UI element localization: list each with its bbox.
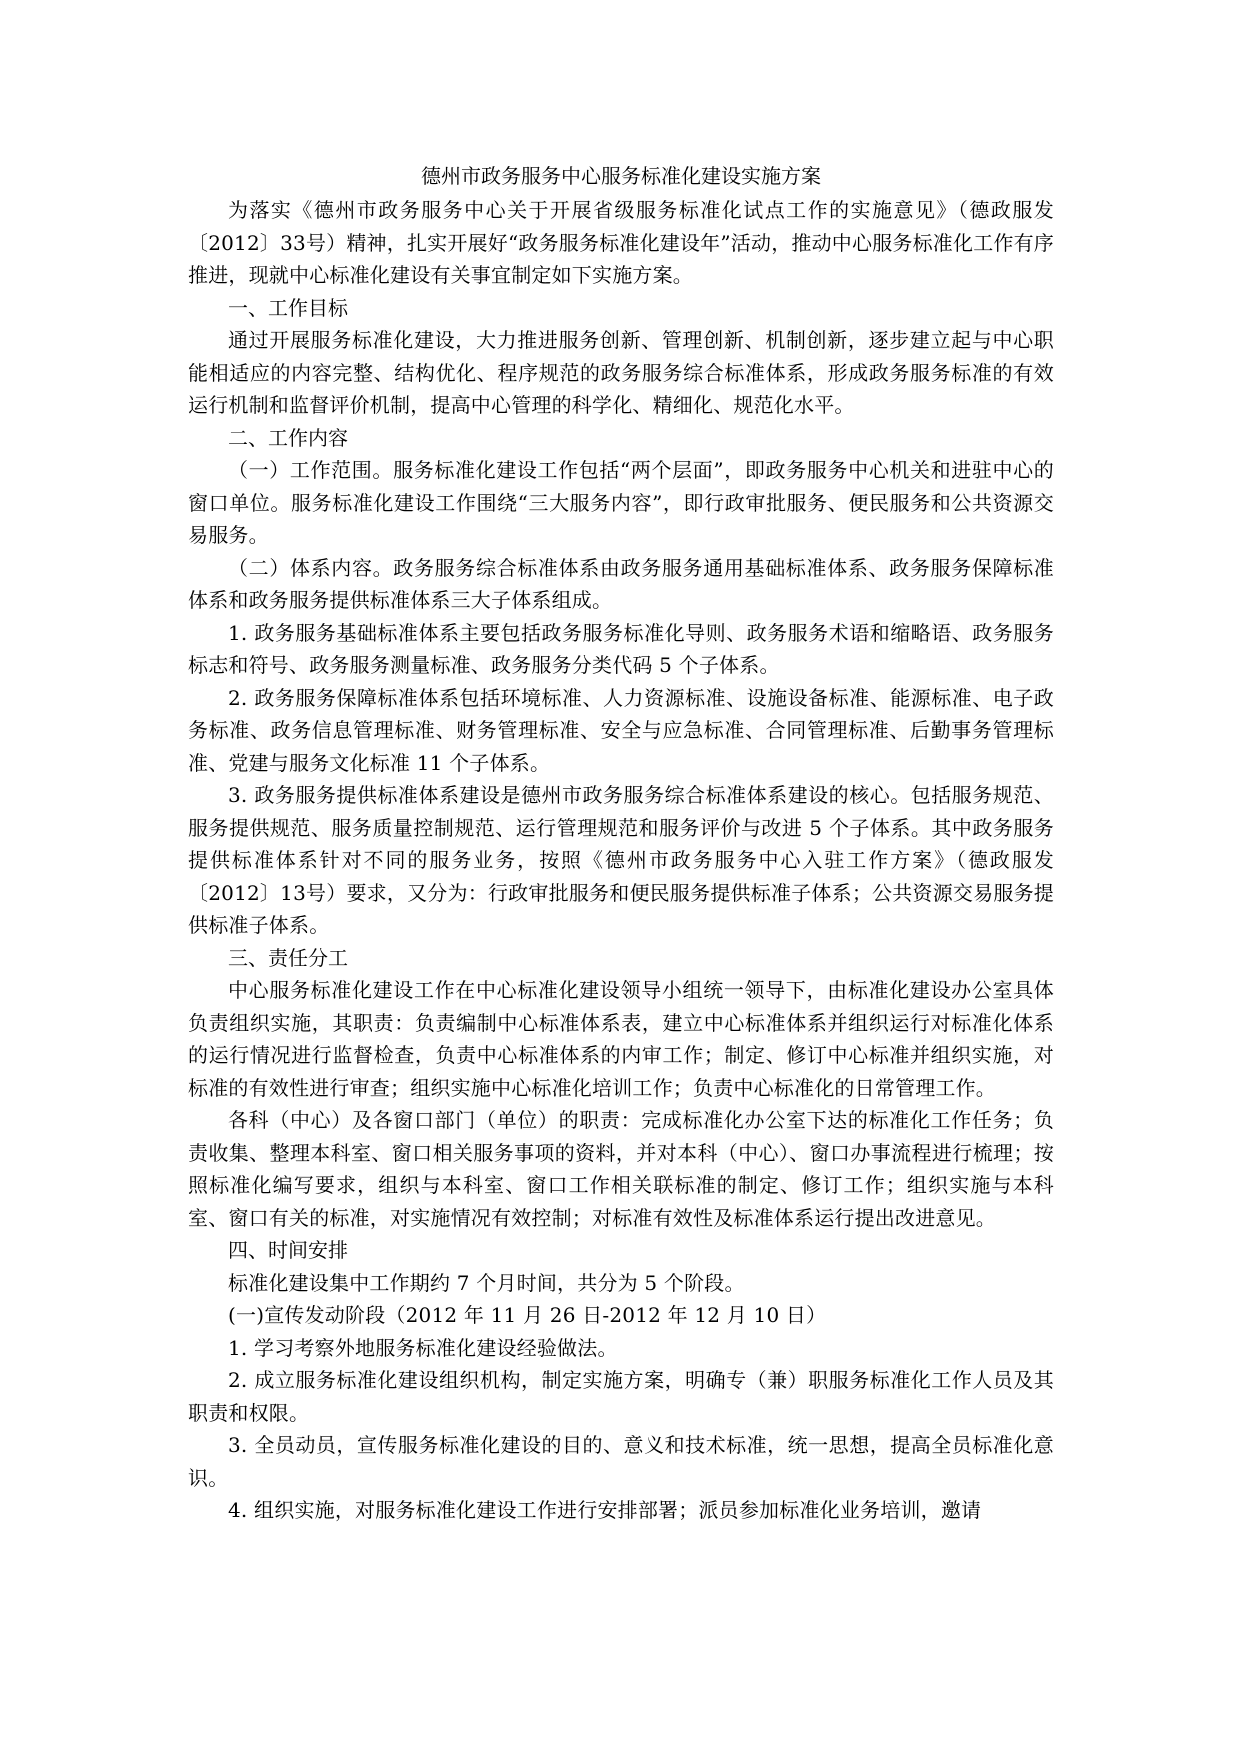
section-heading-schedule: 四、时间安排 — [228, 1238, 348, 1262]
phase-heading: (一)宣传发动阶段（2012 年 11 月 26 日-2012 年 12 月 10 日） — [228, 1303, 827, 1327]
document-body — [188, 160, 1054, 1527]
document-title: 德州市政务服务中心服务标准化建设实施方案 — [421, 164, 821, 188]
intro-paragraph: 为落实《德州市政务服务中心关于开展省级服务标准化试点工作的实施意见》（德政服发〔2012〕33号）精神，扎实开展好“政务服务标准化建设年”活动，推动中心服务标准化工作有序推进，现就中心标准化建设有关事宜制定如下实施方案。 — [188, 198, 1054, 287]
list-item: 1. 政务服务基础标准体系主要包括政务服务标准化导则、政务服务术语和缩略语、政务服务标志和符号、政务服务测量标准、政务服务分类代码 5 个子体系。 — [188, 620, 1054, 677]
list-item: 3. 政务服务提供标准体系建设是德州市政务服务综合标准体系建设的核心。包括服务规范、服务提供规范、服务质量控制规范、运行管理规范和服务评价与改进 5 个子体系。其中政务服务提供标准体系针对不同的服务业务，按照《德州市政务服务中心入驻工作方案》（德政服发〔2012〕13号）要求，又分为：行政审批服务和便民服务提供标准子体系；公共资源交易服务提供标准子体系。 — [188, 783, 1054, 937]
responsibility-paragraph: 中心服务标准化建设工作在中心标准化建设领导小组统一领导下，由标准化建设办公室具体负责组织实施，其职责：负责编制中心标准体系表，建立中心标准体系并组织运行对标准化体系的运行情况进行监督检查，负责中心标准体系的内审工作；制定、修订中心标准并组织实施，对标准的有效性进行审查；组织实施中心标准化培训工作；负责中心标准化的日常管理工作。 — [188, 978, 1054, 1100]
list-item: 2. 政务服务保障标准体系包括环境标准、人力资源标准、设施设备标准、能源标准、电子政务标准、政务信息管理标准、财务管理标准、安全与应急标准、合同管理标准、后勤事务管理标准、党建与服务文化标准 11 个子体系。 — [188, 685, 1054, 775]
goals-paragraph: 通过开展服务标准化建设，大力推进服务创新、管理创新、机制创新，逐步建立起与中心职能相适应的内容完整、结构优化、程序规范的政务服务综合标准体系，形成政务服务标准的有效运行机制和监督评价机制，提高中心管理的科学化、精细化、规范化水平。 — [188, 328, 1054, 417]
schedule-paragraph: 标准化建设集中工作期约 7 个月时间，共分为 5 个阶段。 — [228, 1270, 745, 1295]
section-heading-responsibility: 三、责任分工 — [228, 945, 348, 970]
section-heading-content: 二、工作内容 — [228, 425, 348, 450]
scope-paragraph: （一）工作范围。服务标准化建设工作包括“两个层面”，即政务服务中心机关和进驻中心的窗口单位。服务标准化建设工作围绕“三大服务内容”，即行政审批服务、便民服务和公共资源交易服务。 — [188, 458, 1054, 547]
list-item: 3. 全员动员，宣传服务标准化建设的目的、意义和技术标准，统一思想，提高全员标准化意识。 — [188, 1433, 1054, 1490]
list-item: 2. 成立服务标准化建设组织机构，制定实施方案，明确专（兼）职服务标准化工作人员及其职责和权限。 — [188, 1368, 1054, 1425]
list-item: 1. 学习考察外地服务标准化建设经验做法。 — [228, 1335, 618, 1360]
list-item: 4. 组织实施，对服务标准化建设工作进行安排部署；派员参加标准化业务培训，邀请 — [228, 1498, 982, 1522]
section-heading-goals: 一、工作目标 — [228, 295, 348, 320]
system-paragraph: （二）体系内容。政务服务综合标准体系由政务服务通用基础标准体系、政务服务保障标准体系和政务服务提供标准体系三大子体系组成。 — [188, 555, 1054, 612]
department-duty-paragraph: 各科（中心）及各窗口部门（单位）的职责：完成标准化办公室下达的标准化工作任务；负责收集、整理本科室、窗口相关服务事项的资料，并对本科（中心）、窗口办事流程进行梳理；按照标准化编写要求，组织与本科室、窗口工作相关联标准的制定、修订工作；组织实施与本科室、窗口有关的标准，对实施情况有效控制；对标准有效性及标准体系运行提出改进意见。 — [188, 1108, 1054, 1230]
